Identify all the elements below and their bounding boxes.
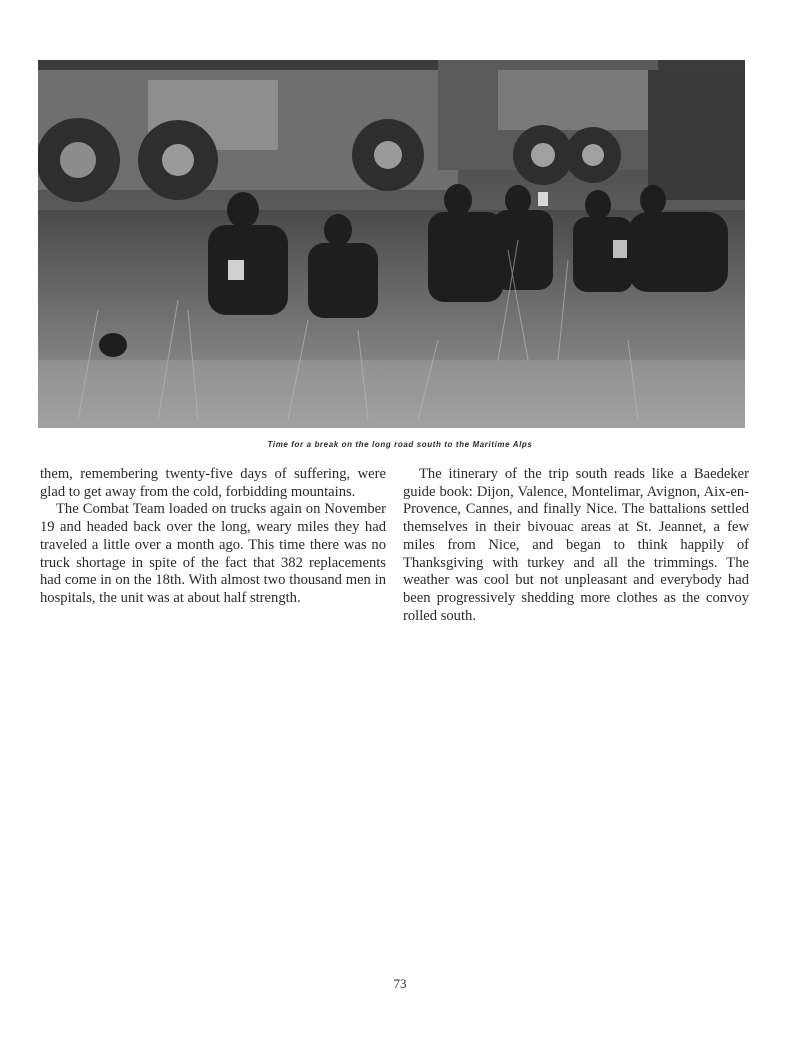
left-column: [40, 466, 386, 608]
convoy-break-photo: [38, 60, 745, 428]
right-paragraph-1: The itinerary of the trip south reads like a Baedeker guide book: Dijon, Valence, Montelimar, Avignon, Aix-en-Provence, Cannes, and finally Nice. The battalions settled themselves in their bivouac areas at St. Jeannet, a few miles from Nice, and began to think happily of Thanksgiving with turkey and all the trimmings. The weather was cool but not unpleasant and everybody had been progressively shedding more clothes as the convoy rolled south.: [403, 466, 749, 624]
photo-caption: Time for a break on the long road south to the Maritime Alps: [267, 440, 533, 449]
left-paragraph-2: The Combat Team loaded on trucks again on November 19 and headed back over the long, weary miles they had traveled a little over a month ago. This time there was no truck shortage in spite of the fact that 382 replacements had come in on the 18th. With almost two thousand men in hospitals, the unit was at about half strength.: [40, 501, 386, 606]
right-column: [403, 466, 749, 625]
photo-illustration: [38, 60, 745, 428]
left-paragraph-1: them, remembering twenty-five days of suffering, were glad to get away from the cold, forbidding mountains.: [40, 466, 386, 500]
page-number: 73: [393, 976, 407, 991]
